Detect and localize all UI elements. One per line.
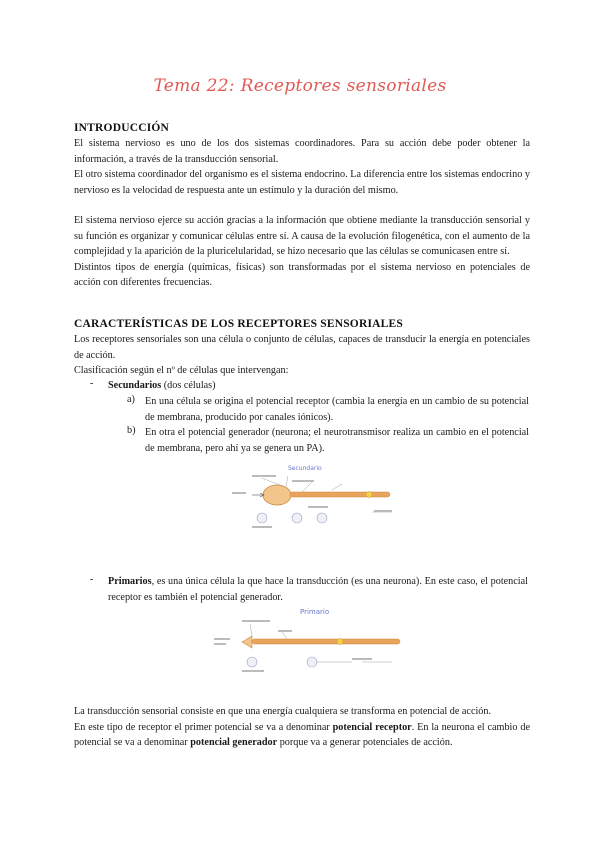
caracteristicas-body (74, 332, 530, 379)
closing-text-a: En este tipo de receptor el primer potencial se va a denominar (74, 721, 333, 733)
caracteristicas-paragraph-2: Clasificación según el nº de células que intervengan: (74, 365, 289, 376)
closing-text-e: porque va a generar potenciales de acción. (277, 737, 453, 748)
list-dash-primarios: - (90, 574, 94, 585)
closing-paragraph-2 (74, 720, 530, 751)
receptor-cell-icon (252, 485, 291, 505)
primary-neuron-icon (242, 636, 400, 648)
term-potencial-generador: potencial generador (190, 737, 278, 748)
neuron-axon-icon (290, 492, 390, 498)
intro-body (74, 136, 530, 291)
intro-paragraph-3: El sistema nervioso ejerce su acción gracias a la información que obtiene mediante la transducción sensorial y su función es organizar y comunicar células entre sí. A causa de la evolución filogenética, con el aumento de la complejidad y la aparición de la pluricelularidad, se hizo necesario que las células se comunicasen entre sí. (74, 215, 530, 257)
patch-clamp-icons-primario (247, 657, 317, 667)
term-potencial-receptor: potencial receptor (332, 721, 412, 733)
caracteristicas-paragraph-1: Los receptores sensoriales son una célula o conjunto de células, capaces de transducir la energía en potenciales de acción. (74, 334, 530, 361)
intro-paragraph-4: Distintos tipos de energía (químicas, físicas) son transformadas por el sistema nervioso en potenciales de acción con diferentes frecuencias. (74, 261, 530, 288)
tiny-labels-icon (232, 475, 392, 528)
closing-paragraph-1: La transducción sensorial consiste en que una energía cualquiera se transforma en potencial de acción. (74, 706, 492, 717)
intro-heading: INTRODUCCIÓN (74, 122, 170, 134)
figure-primario-title: Primario (300, 608, 330, 616)
sublist-mark-b: b) (127, 425, 136, 436)
page-title: Tema 22: Receptores sensoriales (153, 76, 447, 96)
sublist-item-b: En otra el potencial generador (neurona; el neurotransmisor realiza un cambio en el potencial de membrana, pero ahí ya se genera un PA). (145, 427, 529, 454)
sublist-item-a: En una célula se origina el potencial receptor (cambia la energía en un cambio de su potencial de membrana, producido por canales iónicos). (145, 396, 529, 423)
secundarios-suffix: (dos células) (161, 380, 216, 391)
closing-body (74, 704, 530, 751)
tiny-labels-primario-icon (214, 620, 372, 672)
sublist-mark-a: a) (127, 394, 135, 405)
primarios-text: , es una única célula la que hace la transducción (es una neurona). En este caso, el potencial receptor es también el potencial generador. (108, 576, 528, 603)
figure-secundario-title: Secundario (288, 465, 322, 472)
caracteristicas-heading: CARACTERÍSTICAS DE LOS RECEPTORES SENSORIALES (74, 318, 403, 330)
figure-primario (212, 606, 410, 676)
list-item-secundarios (108, 378, 528, 394)
intro-paragraph-2: El otro sistema coordinador del organismo es el sistema endocrino. La diferencia entre los sistemas endocrino y nervioso es la velocidad de respuesta ante un estímulo y la duración del mismo. (74, 169, 530, 196)
secundarios-label: Secundarios (108, 380, 162, 391)
primarios-label: Primarios (108, 576, 152, 587)
list-dash-secundarios: - (90, 378, 94, 389)
intro-paragraph-1: El sistema nervioso es uno de los dos sistemas coordinadores. Para su acción debe poder obtener la información, a través de la transducción sensorial. (74, 138, 530, 165)
list-item-primarios (108, 574, 528, 605)
figure-secundario (222, 462, 402, 530)
patch-clamp-icons (257, 513, 327, 523)
closing-text-c: . En la neurona el cambio de potencial se va a denominar (74, 721, 530, 748)
